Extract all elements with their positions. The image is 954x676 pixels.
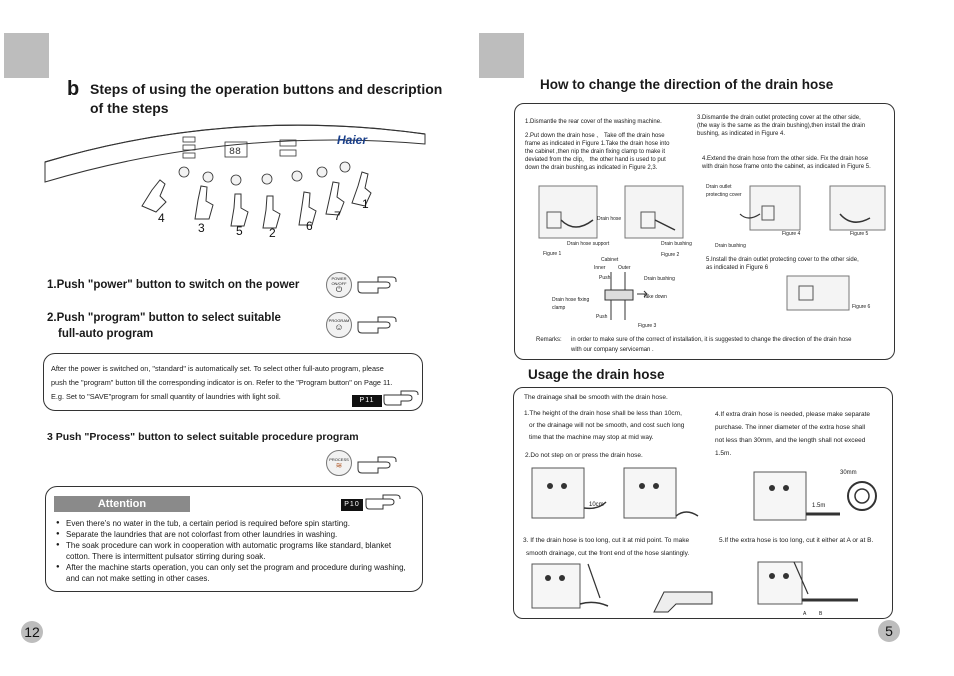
usage-figure-slant (652, 584, 718, 616)
pointing-hand-icon-5 (364, 492, 404, 512)
label-outer: Outer (618, 265, 631, 271)
usage-figure-step (620, 464, 702, 526)
label-figure-2: Figure 2 (661, 252, 680, 258)
label-figure-4: Figure 4 (782, 231, 801, 237)
usage-figure-height (528, 464, 612, 526)
dd-step-2-line: the cabinet ,then nip the drain fixing clamp to make it (525, 149, 666, 155)
usage-1-line: 1.The height of the drain hose shall be less than 10cm, (524, 410, 682, 417)
step2-line-1: 2.Push "program" button to select suitable (47, 312, 281, 324)
dd-step-5-line: 5.Install the drain outlet protecting cover to the other side, (706, 257, 859, 263)
remarks-line-2: with our company serviceman . (571, 347, 654, 353)
remarks-line-1: in order to make sure of the correct of installation, it is suggested to change the direction of the drain hose (571, 337, 852, 343)
right-corner-block (479, 33, 524, 78)
dd-step-4-line: 4.Extend the drain hose from the other side. Fix the drain hose (702, 156, 869, 162)
section-title-line-2: of the steps (90, 100, 169, 116)
pointing-hand-icon-4 (356, 454, 402, 476)
finger-4 (142, 180, 166, 212)
dd-step-3-line: bushing, as indicated in Figure 4. (697, 131, 786, 137)
label-drain-hose-support: Drain hose support (567, 241, 610, 247)
label-inner: Inner (594, 265, 606, 271)
label-drain-bushing-2: Drain bushing (644, 276, 675, 282)
finger-number-5: 5 (236, 224, 243, 238)
label-push: Push (599, 275, 611, 281)
usage-1-line: time that the machine may stop at mid way. (529, 434, 654, 441)
dd-step-5 (706, 256, 859, 272)
dd-step-2 (525, 132, 669, 172)
control-panel-illustration (40, 122, 430, 250)
panel-buttons (179, 162, 350, 185)
step3-text: 3 Push "Process" button to select suitable procedure program (47, 431, 359, 443)
label-drain-bushing: Drain bushing (661, 241, 692, 247)
usage-1-line: or the drainage will not be smooth, and cost such long (529, 422, 685, 429)
label-figure-6: Figure 6 (852, 304, 871, 310)
dd-step-2-line: frame as indicated in Figure 1.Take the drain hose into (525, 141, 670, 147)
drain-direction-box (514, 103, 895, 360)
usage-figure-cut (528, 560, 612, 614)
label-push-2: Push (596, 314, 608, 320)
pointing-hand-icon-2 (356, 314, 402, 336)
dd-step-2-line: down the drain bushing,as indicated in Figure 2,3. (525, 165, 658, 171)
label-a: A (803, 611, 807, 617)
label-drain-bushing-3: Drain bushing (715, 243, 746, 249)
attention-box (45, 486, 423, 592)
finger-number-2: 2 (269, 226, 276, 240)
dd-step-4-line: with drain hose frame onto the cabinet, as indicated in Figure 5. (702, 164, 871, 170)
attention-item: ● The soak procedure can work in cooperation with automatic programs like standard, blanket cotton. There is intermittent pulsator stirring during soak. (56, 540, 416, 562)
finger-5 (231, 194, 248, 226)
usage-figure-extra (750, 468, 884, 530)
program-button-label: PROGRAM (328, 318, 350, 323)
dd-step-4 (702, 155, 871, 171)
label-figure-3: Figure 3 (638, 323, 657, 329)
dd-step-3 (697, 114, 865, 138)
usage-3-line: 3. If the drain hose is too long, cut it at mid point. To make (523, 537, 690, 544)
finger-number-4: 4 (158, 211, 165, 225)
usage-5: 5.If the extra hose is too long, cut it either at A or at B. (719, 537, 874, 544)
left-page-number: 12 (21, 621, 43, 643)
figure-6-illustration (785, 274, 853, 314)
label-cabinet: Cabinet (601, 257, 619, 263)
dd-step-1: 1.Dismantle the rear cover of the washing machine. (525, 119, 662, 125)
label-figure-1: Figure 1 (543, 251, 562, 257)
usage-2: 2.Do not step on or press the drain hose. (525, 452, 643, 459)
section-title-line-1: Steps of using the operation buttons and description (90, 81, 443, 97)
process-button-label: PROCESS (329, 456, 349, 462)
info-line-2: push the "program" button till the corresponding indicator is on. Refer to the "Program button" on Page 11. (51, 378, 393, 387)
label-take-down: Take down (643, 294, 667, 300)
dd-step-2-line: deviated from the clip， the other hand is used to put (525, 157, 666, 163)
label-drain-hose: Drain hose (597, 216, 622, 222)
usage-4-line: 1.5m. (715, 450, 732, 457)
finger-number-1: 1 (362, 197, 369, 211)
usage-3-line: smooth drainage, cut the front end of the hose slantingly. (526, 550, 690, 557)
step1-text: 1.Push "power" button to switch on the power (47, 279, 300, 291)
dd-step-3-line: (the way is the same as the drain bushing),then install the drain (697, 123, 866, 129)
power-button-label: POWER ON/OFF (331, 276, 347, 286)
finger-number-7: 7 (334, 209, 341, 223)
label-drain-outlet-line: protecting cover (706, 192, 742, 198)
finger-number-3: 3 (198, 221, 205, 235)
program-info-box (43, 353, 423, 411)
usage-4-line: purchase. The inner diameter of the extra hose shall (715, 424, 866, 431)
section-title (90, 80, 450, 118)
page-ref-p10: P10 (341, 499, 363, 511)
process-wave-icon: ≋ (335, 460, 343, 470)
dd-step-5-line: as indicated in Figure 6 (706, 265, 769, 271)
dim-10cm: 10cm (589, 502, 604, 508)
right-page-number: 5 (878, 620, 900, 642)
finger-3 (195, 186, 213, 219)
left-corner-block (4, 33, 49, 78)
power-symbol-icon: ⏻ (335, 285, 343, 294)
dd-step-2-line: 2.Put down the drain hose 、 Take off the drain hose (525, 133, 665, 139)
info-line-3: E.g. Set to "SAVE"program for small quantity of laundries with light soil. (51, 392, 281, 401)
process-button-icon (326, 450, 352, 476)
usage-figure-ab (754, 558, 864, 614)
attention-list (56, 518, 416, 584)
usage-title: Usage the drain hose (528, 367, 665, 382)
usage-box (513, 387, 893, 619)
usage-4 (715, 408, 870, 460)
panel-brand: Haier (337, 133, 368, 147)
program-button-icon (326, 312, 352, 338)
label-b: B (819, 611, 823, 617)
label-fixing-clamp (552, 296, 589, 312)
attention-item: ● Even there's no water in the tub, a certain period is required before spin starting. (56, 518, 416, 529)
attention-item: ● Separate the laundries that are not colorfast from other laundries in washing. (56, 529, 416, 540)
usage-intro: The drainage shall be smooth with the drain hose. (524, 394, 668, 401)
usage-1 (524, 408, 684, 444)
program-face-icon: ☺ (334, 322, 344, 332)
pointing-hand-icon (356, 274, 402, 296)
info-line-1: After the power is switched on, "standard" is automatically set. To select other full-auto program, please (51, 364, 384, 373)
attention-label: Attention (54, 496, 190, 512)
finger-2 (263, 196, 280, 228)
pointing-hand-icon-3 (382, 388, 422, 408)
label-fixing-clamp-line: Drain hose fixing (552, 297, 590, 303)
usage-3 (523, 534, 689, 560)
usage-4-line: not less than 30mm, and the length shall not exceed (715, 437, 866, 444)
label-figure-5: Figure 5 (850, 231, 869, 237)
page-ref-p11: P11 (352, 395, 382, 407)
dim-1-5m: 1.5m (812, 503, 826, 509)
dim-30mm: 30mm (840, 470, 857, 476)
label-drain-outlet-line: Drain outlet (706, 184, 732, 190)
step2-line-2: full-auto program (58, 328, 154, 340)
finger-number-6: 6 (306, 219, 313, 233)
panel-display-digits: 88 (229, 147, 242, 158)
drain-direction-title: How to change the direction of the drain hose (540, 77, 834, 92)
usage-4-line: 4.If extra drain hose is needed, please make separate (715, 411, 871, 418)
attention-item: ● After the machine starts operation, you can only set the program and procedure during washing, and can not make setting in other cases. (56, 562, 416, 584)
step2-text (47, 310, 281, 342)
label-fixing-clamp-line: clamp (552, 305, 566, 311)
section-letter: b (67, 78, 80, 100)
remarks-label: Remarks: (536, 337, 562, 343)
power-button-icon (326, 272, 352, 298)
dd-step-3-line: 3.Dismantle the drain outlet protecting cover at the other side, (697, 115, 861, 121)
